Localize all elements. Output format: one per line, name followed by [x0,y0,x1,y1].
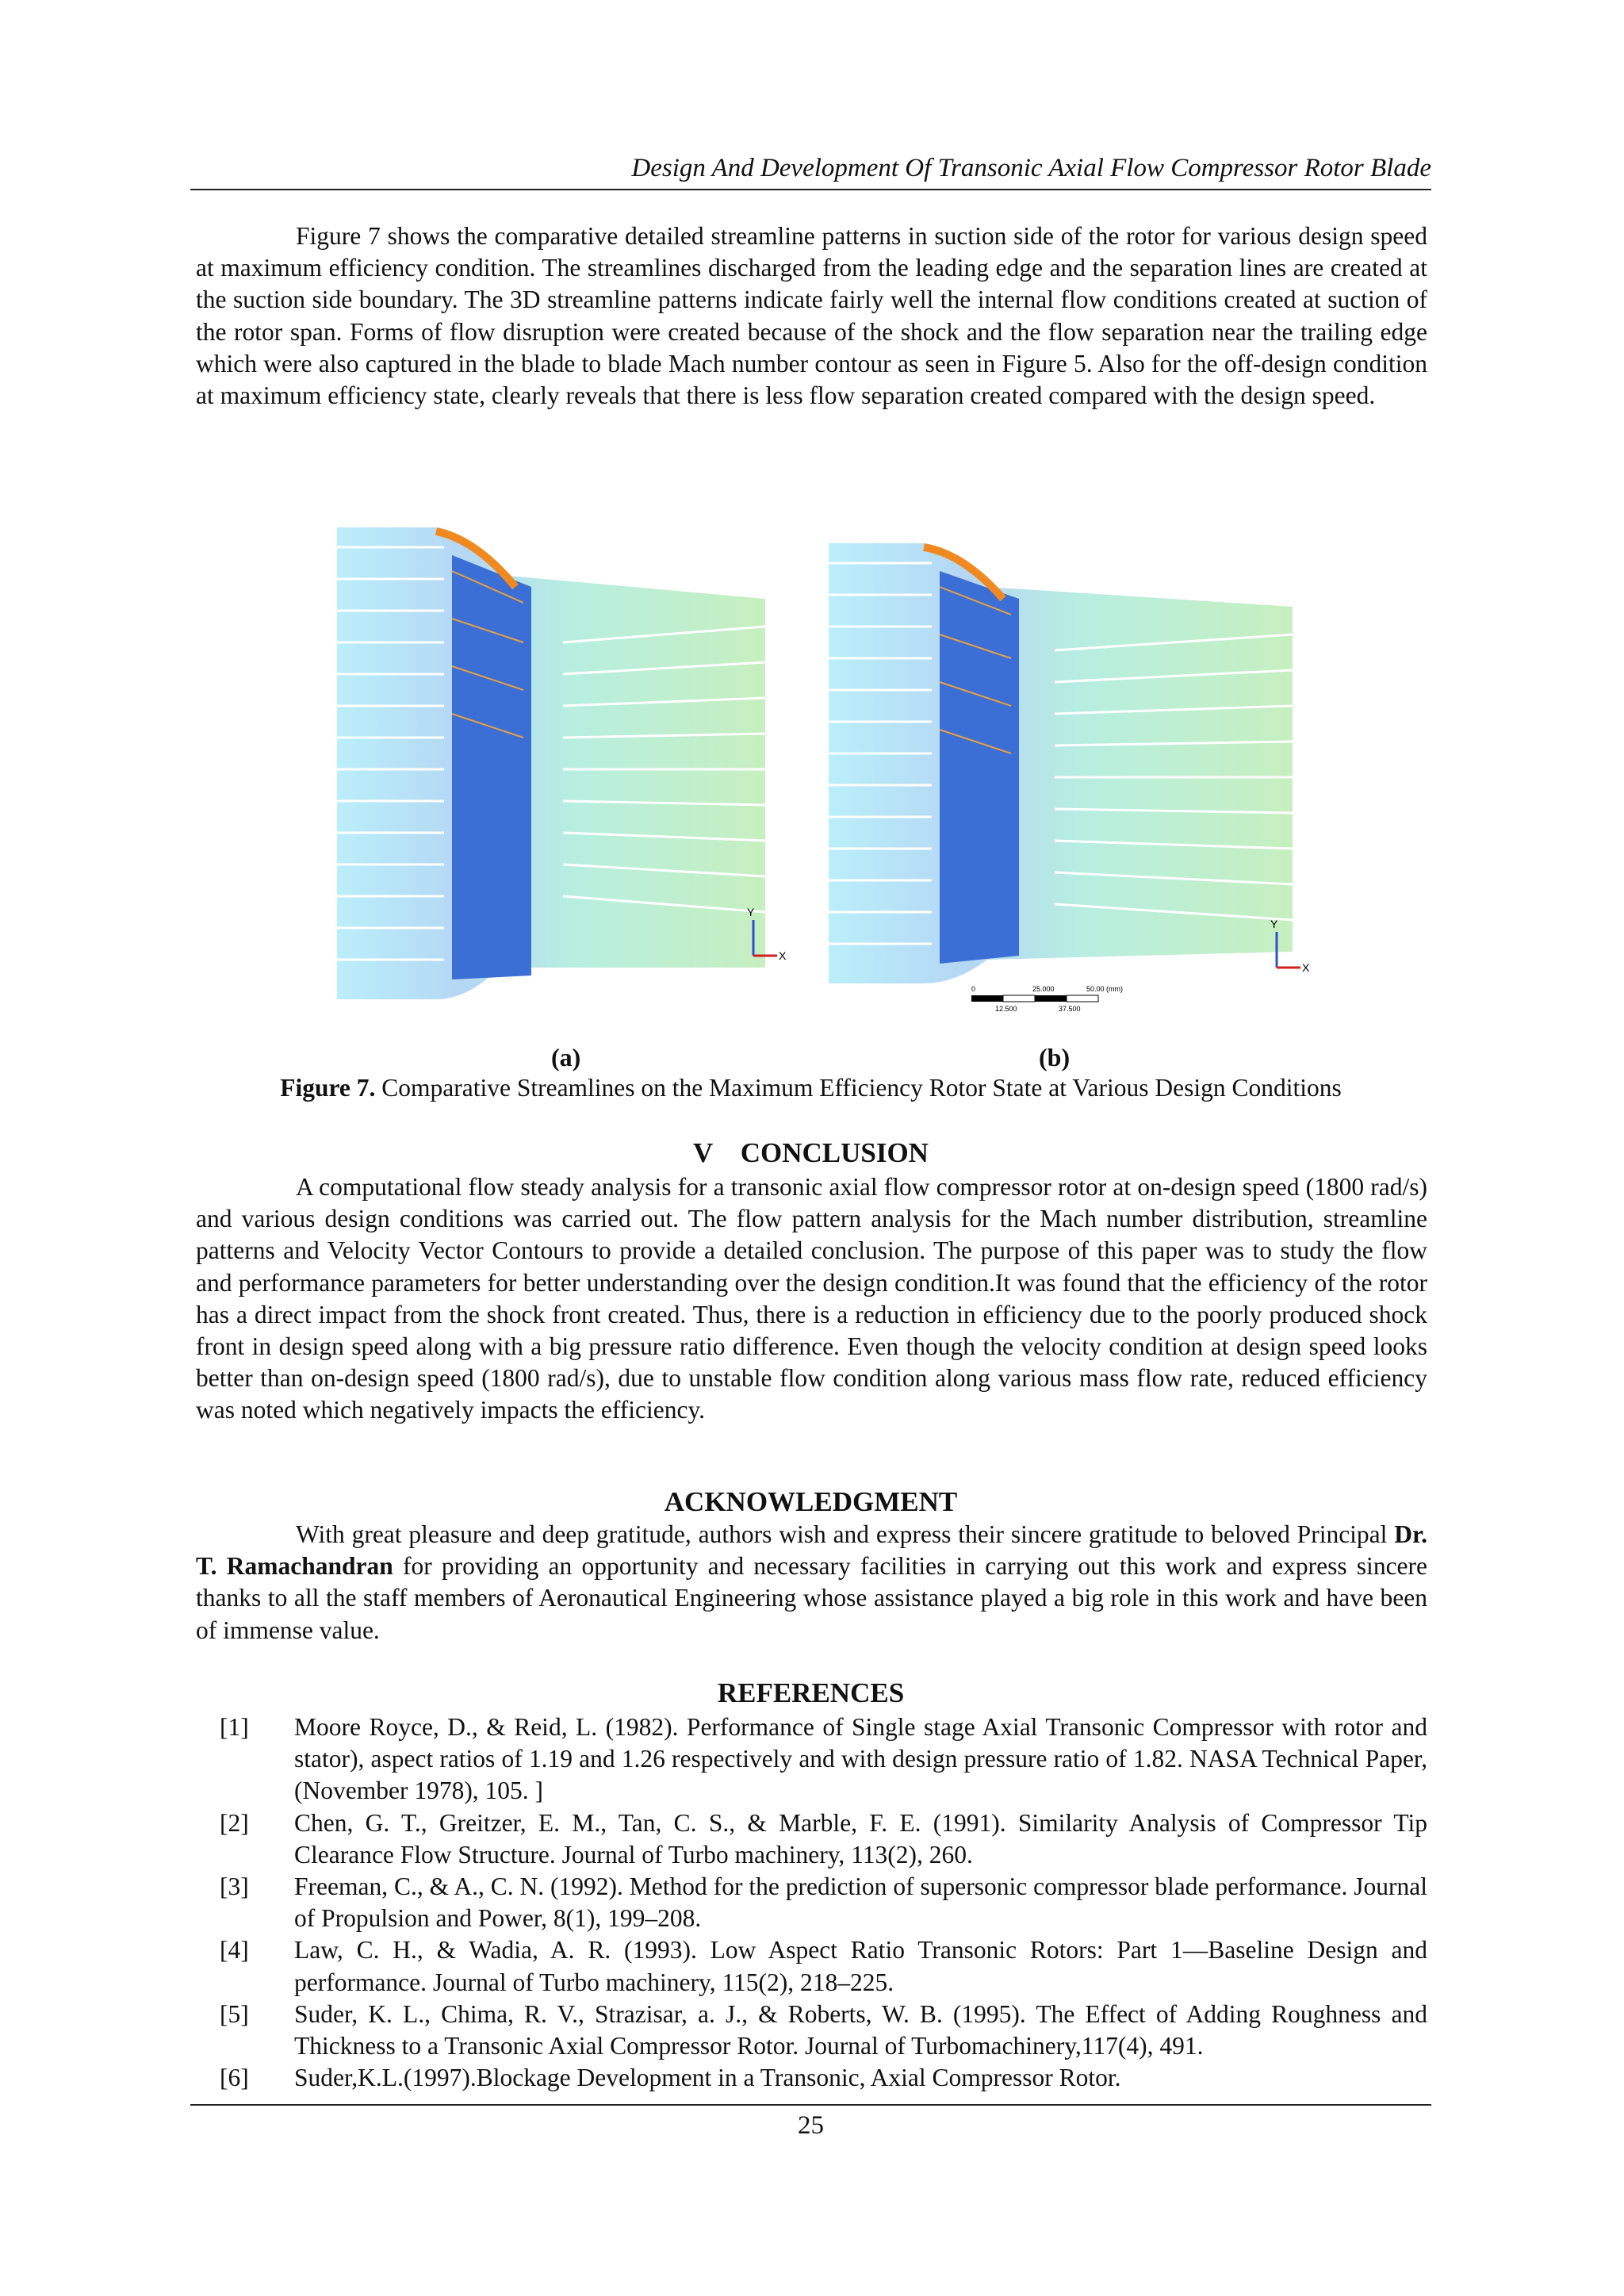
axis-triad [747,906,787,962]
reference-number: [3] [220,1872,249,1901]
reference-number: [4] [220,1936,249,1964]
figure-7b-label: (b) [1039,1043,1071,1071]
scale-bar [971,985,1123,1013]
header-rule [190,189,1431,190]
reference-text: Law, C. H., & Wadia, A. R. (1993). Low Aspect Ratio Transonic Rotors: Part 1—Baseline Design and performance. Journal of Turbo machinery, 115(2), 218–225. [294,1936,1427,1996]
reference-item [196,1871,1427,1934]
reference-text: Moore Royce, D., & Reid, L. (1982). Performance of Single stage Axial Transonic Compressor with rotor and stator), aspect ratios of 1.19 and 1.26 respectively and with design pressure ratio of 1.82. NASA Technical Paper, (November 1978), 105. ] [294,1713,1427,1805]
acknowledgment-paragraph [196,1519,1427,1646]
acknowledgment-text-after: for providing an opportunity and necessary facilities in carrying out this work and express sincere thanks to all the staff members of Aeronautical Engineering whose assistance played a big role in this work and have been of immense value. [196,1552,1427,1644]
svg-text:Y: Y [1270,918,1278,930]
figure-7a-label: (a) [551,1043,581,1071]
svg-text:12.500: 12.500 [995,1005,1017,1013]
reference-item [196,2062,1427,2094]
svg-text:X: X [779,949,787,962]
svg-text:X: X [1302,961,1310,974]
running-title: Design And Development Of Transonic Axial Flow Compressor Rotor Blade [631,154,1431,182]
figure-7b-streamline-image [825,539,1316,1015]
reference-number: [6] [220,2064,249,2092]
reference-number: [5] [220,1999,249,2028]
acknowledgment-heading: ACKNOWLEDGMENT [664,1486,958,1517]
reference-item [196,1999,1427,2062]
figure-7-caption [190,1072,1431,1104]
svg-text:Y: Y [747,906,755,918]
reference-list [196,1711,1427,2094]
svg-text:50.00 (mm): 50.00 (mm) [1086,985,1124,993]
footer-rule [190,2104,1431,2106]
reference-item [196,1934,1427,1998]
intro-paragraph: Figure 7 shows the comparative detailed streamline patterns in suction side of the rotor for various design speed at maximum efficiency condition. The streamlines discharged from the leading edge and the separation lines are created at the suction side boundary. The 3D streamline patterns indicate fairly well the internal flow conditions created at suction of the rotor span. Forms of flow disruption were created because of the shock and the flow separation near the trailing edge which were also captured in the blade to blade Mach number contour as seen in Figure 5. Also for the off-design condition at maximum efficiency state, clearly reveals that there is less flow separation created compared with the design speed. [196,222,1427,410]
reference-item [196,1711,1427,1807]
caption-label: Figure 7. [280,1074,376,1102]
conclusion-heading: V CONCLUSION [693,1137,929,1168]
svg-text:0: 0 [971,985,976,993]
page-number: 25 [798,2111,824,2140]
caption-text: Comparative Streamlines on the Maximum Efficiency Rotor State at Various Design Conditions [375,1074,1342,1102]
reference-text: Freeman, C., & A., C. N. (1992). Method for the prediction of supersonic compressor blade performance. Journal of Propulsion and Power, 8(1), 199–208. [294,1872,1427,1933]
references-heading: REFERENCES [717,1677,905,1708]
reference-number: [1] [220,1713,249,1741]
svg-text:25.000: 25.000 [1032,985,1055,993]
reference-text: Chen, G. T., Greitzer, E. M., Tan, C. S., & Marble, F. E. (1991). Similarity Analysis of Compressor Tip Clearance Flow Structure. Journal of Turbo machinery, 113(2), 260. [294,1808,1427,1869]
reference-text: Suder,K.L.(1997).Blockage Development in a Transonic, Axial Compressor Rotor. [294,2064,1121,2092]
acknowledgment-text-before: With great pleasure and deep gratitude, authors wish and express their sincere gratitude to beloved Principal [296,1520,1395,1548]
reference-text: Suder, K. L., Chima, R. V., Strazisar, a. J., & Roberts, W. B. (1995). The Effect of Adding Roughness and Thickness to a Transonic Axial Compressor Rotor. Journal of Turbomachinery,117(4), 491. [294,1999,1427,2060]
reference-item [196,1807,1427,1871]
conclusion-paragraph: A computational flow steady analysis for a transonic axial flow compressor rotor at on-design speed (1800 rad/s) and various design conditions was carried out. The flow pattern analysis for the Mach number distribution, streamline patterns and Velocity Vector Contours to provide a detailed conclusion. The purpose of this paper was to study the flow and performance parameters for better understanding over the design condition.It was found that the efficiency of the rotor has a direct impact from the shock front created. Thus, there is a reduction in efficiency due to the poorly produced shock front in design speed along with a big pressure ratio difference. Even though the velocity condition at design speed looks better than on-design speed (1800 rad/s), due to unstable flow condition along various mass flow rate, reduced efficiency was noted which negatively impacts the efficiency. [196,1173,1427,1424]
svg-text:37.500: 37.500 [1059,1005,1081,1013]
reference-number: [2] [220,1808,249,1837]
figure-7a-streamline-image [333,523,785,999]
principal-name: Dr. T. Ramachandran [196,1520,1427,1581]
